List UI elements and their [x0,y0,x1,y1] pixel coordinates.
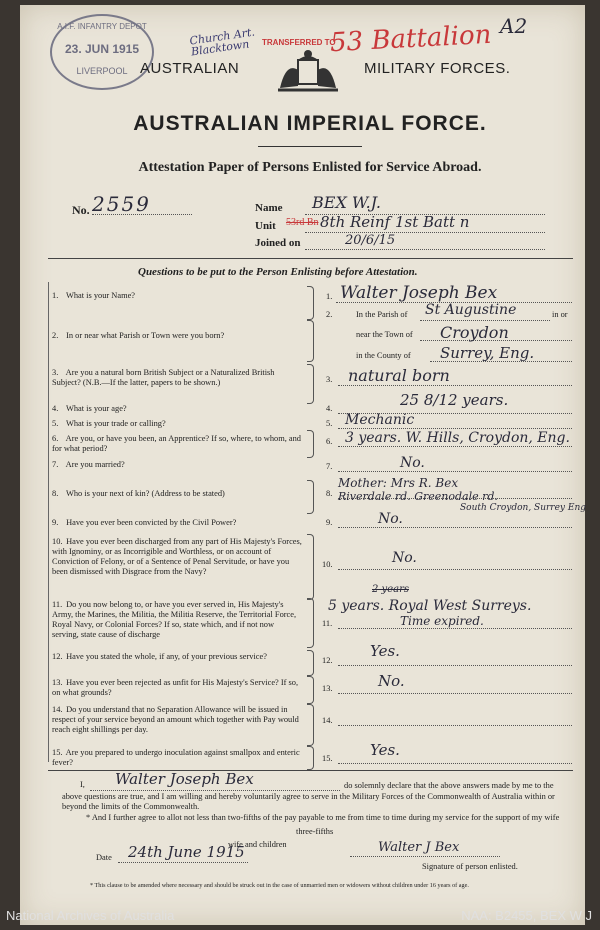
question-text: Who is your next of kin? (Address to be stated) [65,489,225,498]
question-item [52,489,302,499]
question-number: 14. [52,705,63,714]
unit-struck: 53rd Bn [286,217,319,228]
question-number: 3. [52,368,59,377]
answer-line [338,693,572,694]
answer-line [338,763,572,764]
header-australian: AUSTRALIAN [140,60,240,77]
answer-line [338,725,572,726]
header-military-forces: MILITARY FORCES. [364,60,511,77]
answer-service-struck: 2 years [372,584,409,595]
answer-parish: St Augustine [425,302,517,318]
question-text: Have you stated the whole, if any, of your previous service? [66,652,267,661]
unit-label: Unit [255,220,276,232]
answer-line [338,446,572,447]
in-or-label: in or [552,310,568,319]
answer-line [338,428,572,429]
question-text: What is your trade or calling? [65,419,166,428]
town-label: near the Town of [356,330,413,339]
question-number: 1. [52,291,59,300]
stamp-line: A.I.F. INFANTRY DEPOT [57,22,147,31]
answer-brace [307,746,314,770]
question-item [52,600,302,640]
question-number: 8. [52,489,59,498]
answer-nationality: natural born [348,366,450,385]
answer-discharged: No. [392,550,417,566]
question-number: 12. [52,652,63,661]
title-divider [258,146,362,147]
answer-number: 11. [322,619,333,628]
answer-number: 3. [326,375,333,384]
question-number: 7. [52,460,59,469]
answer-inoculation: Yes. [370,741,400,759]
answer-next-of-kin-2: Riverdale rd. Greenodale rd. [338,490,498,503]
code-annotation: A2 [500,14,528,38]
answer-line [338,385,572,386]
question-text: Do you now belong to, or have you ever served in, His Majesty's Army, the Marines, the Militia, the Militia Reserve, the Territorial Force, Royal Navy, or Colonial Forces? If so, state which, and if not now serving, state cause of discharge [52,600,297,639]
signature: Walter J Bex [378,840,460,855]
answer-number: 14. [322,716,333,725]
signature-line [350,856,500,857]
answer-brace [307,650,314,676]
answer-previous-service: Yes. [370,642,400,660]
joined-value: 20/6/15 [345,233,396,248]
answer-line [420,320,550,321]
answer-brace [307,480,314,514]
question-text: Have you ever been discharged from any part of His Majesty's Forces, with Ignominy, or as Incorrigible and Worthless, or on account of Conviction of Felony, or of a Sentence of Penal Servitude, or have you been dismissed with Disgrace from the Navy? [52,537,302,576]
question-item [52,748,302,768]
unit-line [305,232,545,233]
name-label: Name [255,202,283,214]
question-number: 15. [52,748,63,757]
answer-number: 9. [326,518,333,527]
wife-children-text: wife and children [228,840,287,849]
answer-apprentice: 3 years. W. Hills, Croydon, Eng. [345,430,570,446]
answer-line [338,665,572,666]
answer-trade: Mechanic [345,412,415,428]
question-text: What is your age? [65,404,127,413]
section-divider [48,258,573,259]
question-item [52,404,302,414]
battalion-annotation: 53 Battalion [329,19,493,59]
answer-brace [307,286,314,320]
answer-number: 13. [322,684,333,693]
answer-name: Walter Joseph Bex [340,283,498,303]
church-annotation: Church Art. Blacktown [188,25,256,59]
answer-service: 5 years. Royal West Surreys. [328,598,532,614]
page-title: AUSTRALIAN IMPERIAL FORCE. [133,112,487,135]
answer-number: 4. [326,404,333,413]
archive-credit: National Archives of Australia [6,908,175,923]
answer-number: 10. [322,560,333,569]
answer-next-of-kin-1: Mother: Mrs R. Bex [338,476,459,490]
answer-number: 2. [326,310,333,319]
date-line [118,862,248,863]
allotment-text: * And I further agree to allot not less than two-fifths of the pay payable to me from time to time during my service for the support of my wife [86,813,560,822]
question-item [52,368,302,388]
left-margin-line [48,282,49,762]
section-title: Questions to be put to the Person Enlisting before Attestation. [138,266,418,278]
question-number: 2. [52,331,59,340]
county-label: in the County of [356,351,411,360]
answer-number: 5. [326,419,333,428]
answer-number: 7. [326,462,333,471]
answer-line [338,628,572,629]
answer-brace [307,676,314,704]
declaration-text: do solemnly declare that the above answers made by me to the above questions are true, and I am willing and hereby voluntarily agree to serve in the Military Forces of the Commonwealth of Australia within or beyond the limits of the Commonwealth. [62,781,555,811]
question-text: Have you ever been rejected as unfit for His Majesty's Service? If so, on what grounds? [52,678,299,697]
footnote: * This clause to be amended where necessary and should be struck out in the case of unmarried men or widowers without children under 16 years of age. [90,882,469,889]
depot-stamp [50,14,154,90]
question-text: Have you ever been convicted by the Civil Power? [66,518,237,527]
answer-number: 8. [326,489,333,498]
answer-rejected: No. [378,672,405,690]
name-line [305,214,545,215]
question-number: 11. [52,600,63,609]
no-value: 2559 [92,192,151,216]
question-number: 10. [52,537,63,546]
signature-label: Signature of person enlisted. [422,862,518,871]
question-number: 13. [52,678,63,687]
joined-label: Joined on [255,237,301,249]
answer-line [338,527,572,528]
unit-value: 8th Reinf 1st Batt n [320,213,470,231]
declaration-i: I, [80,780,85,789]
answer-number: 6. [326,437,333,446]
question-item [52,331,302,341]
question-number: 4. [52,404,59,413]
answer-line [338,569,572,570]
answer-county: Surrey, Eng. [440,344,535,362]
answer-age: 25 8/12 years. [400,391,509,409]
question-item [52,705,302,735]
question-item [52,518,302,528]
parish-label: In the Parish of [356,310,408,319]
stamp-place: LIVERPOOL [76,66,128,76]
three-fifths-text: three-fifths [296,827,334,836]
answer-town: Croydon [440,323,509,342]
question-item [52,419,302,429]
question-item [52,291,302,301]
question-item [52,652,302,662]
answer-number: 1. [326,292,333,301]
answer-brace [307,320,314,362]
date-value: 24th June 1915 [128,843,245,861]
answer-number: 12. [322,656,333,665]
question-text: Are you a natural born British Subject or a Naturalized British Subject? (N.B.—If the latter, papers to be shown.) [52,368,275,387]
question-item [52,434,302,454]
answer-line [338,471,572,472]
answer-brace [307,598,314,648]
question-text: Are you, or have you been, an Apprentice? If so, where, to whom, and for what period? [52,434,301,453]
question-text: Are you prepared to undergo inoculation against smallpox and enteric fever? [52,748,300,767]
question-item [52,537,302,577]
no-line [92,214,192,215]
answer-brace [307,430,314,458]
question-text: Are you married? [65,460,125,469]
question-text: What is your Name? [65,291,136,300]
answer-number: 15. [322,754,333,763]
question-item [52,678,302,698]
question-text: Do you understand that no Separation Allowance will be issued in respect of your service beyond an amount which together with Pay would reach eight shillings per day. [52,705,299,734]
date-label: Date [96,853,112,862]
name-value: BEX W.J. [312,193,381,212]
answer-brace [307,704,314,746]
answer-next-of-kin-3: South Croydon, Surrey Eng [460,503,587,513]
page-subtitle: Attestation Paper of Persons Enlisted for Service Abroad. [138,160,482,175]
answer-brace [307,364,314,404]
question-number: 6. [52,434,59,443]
stamp-date: 23. JUN 1915 [64,42,140,56]
no-label: No. [72,203,90,217]
question-text: In or near what Parish or Town were you born? [66,331,225,340]
answer-brace [307,534,314,600]
coat-of-arms-emblem [268,48,348,98]
answer-convicted: No. [378,511,403,527]
archive-reference: NAA: B2455, BEX W J [461,908,592,923]
answer-service-cause: Time expired. [400,614,484,628]
declaration-name: Walter Joseph Bex [115,770,254,788]
question-number: 5. [52,419,59,428]
answer-married: No. [400,455,425,471]
joined-line [305,249,545,250]
question-item [52,460,302,470]
question-number: 9. [52,518,59,527]
transferred-stamp: TRANSFERRED TO [262,38,336,47]
